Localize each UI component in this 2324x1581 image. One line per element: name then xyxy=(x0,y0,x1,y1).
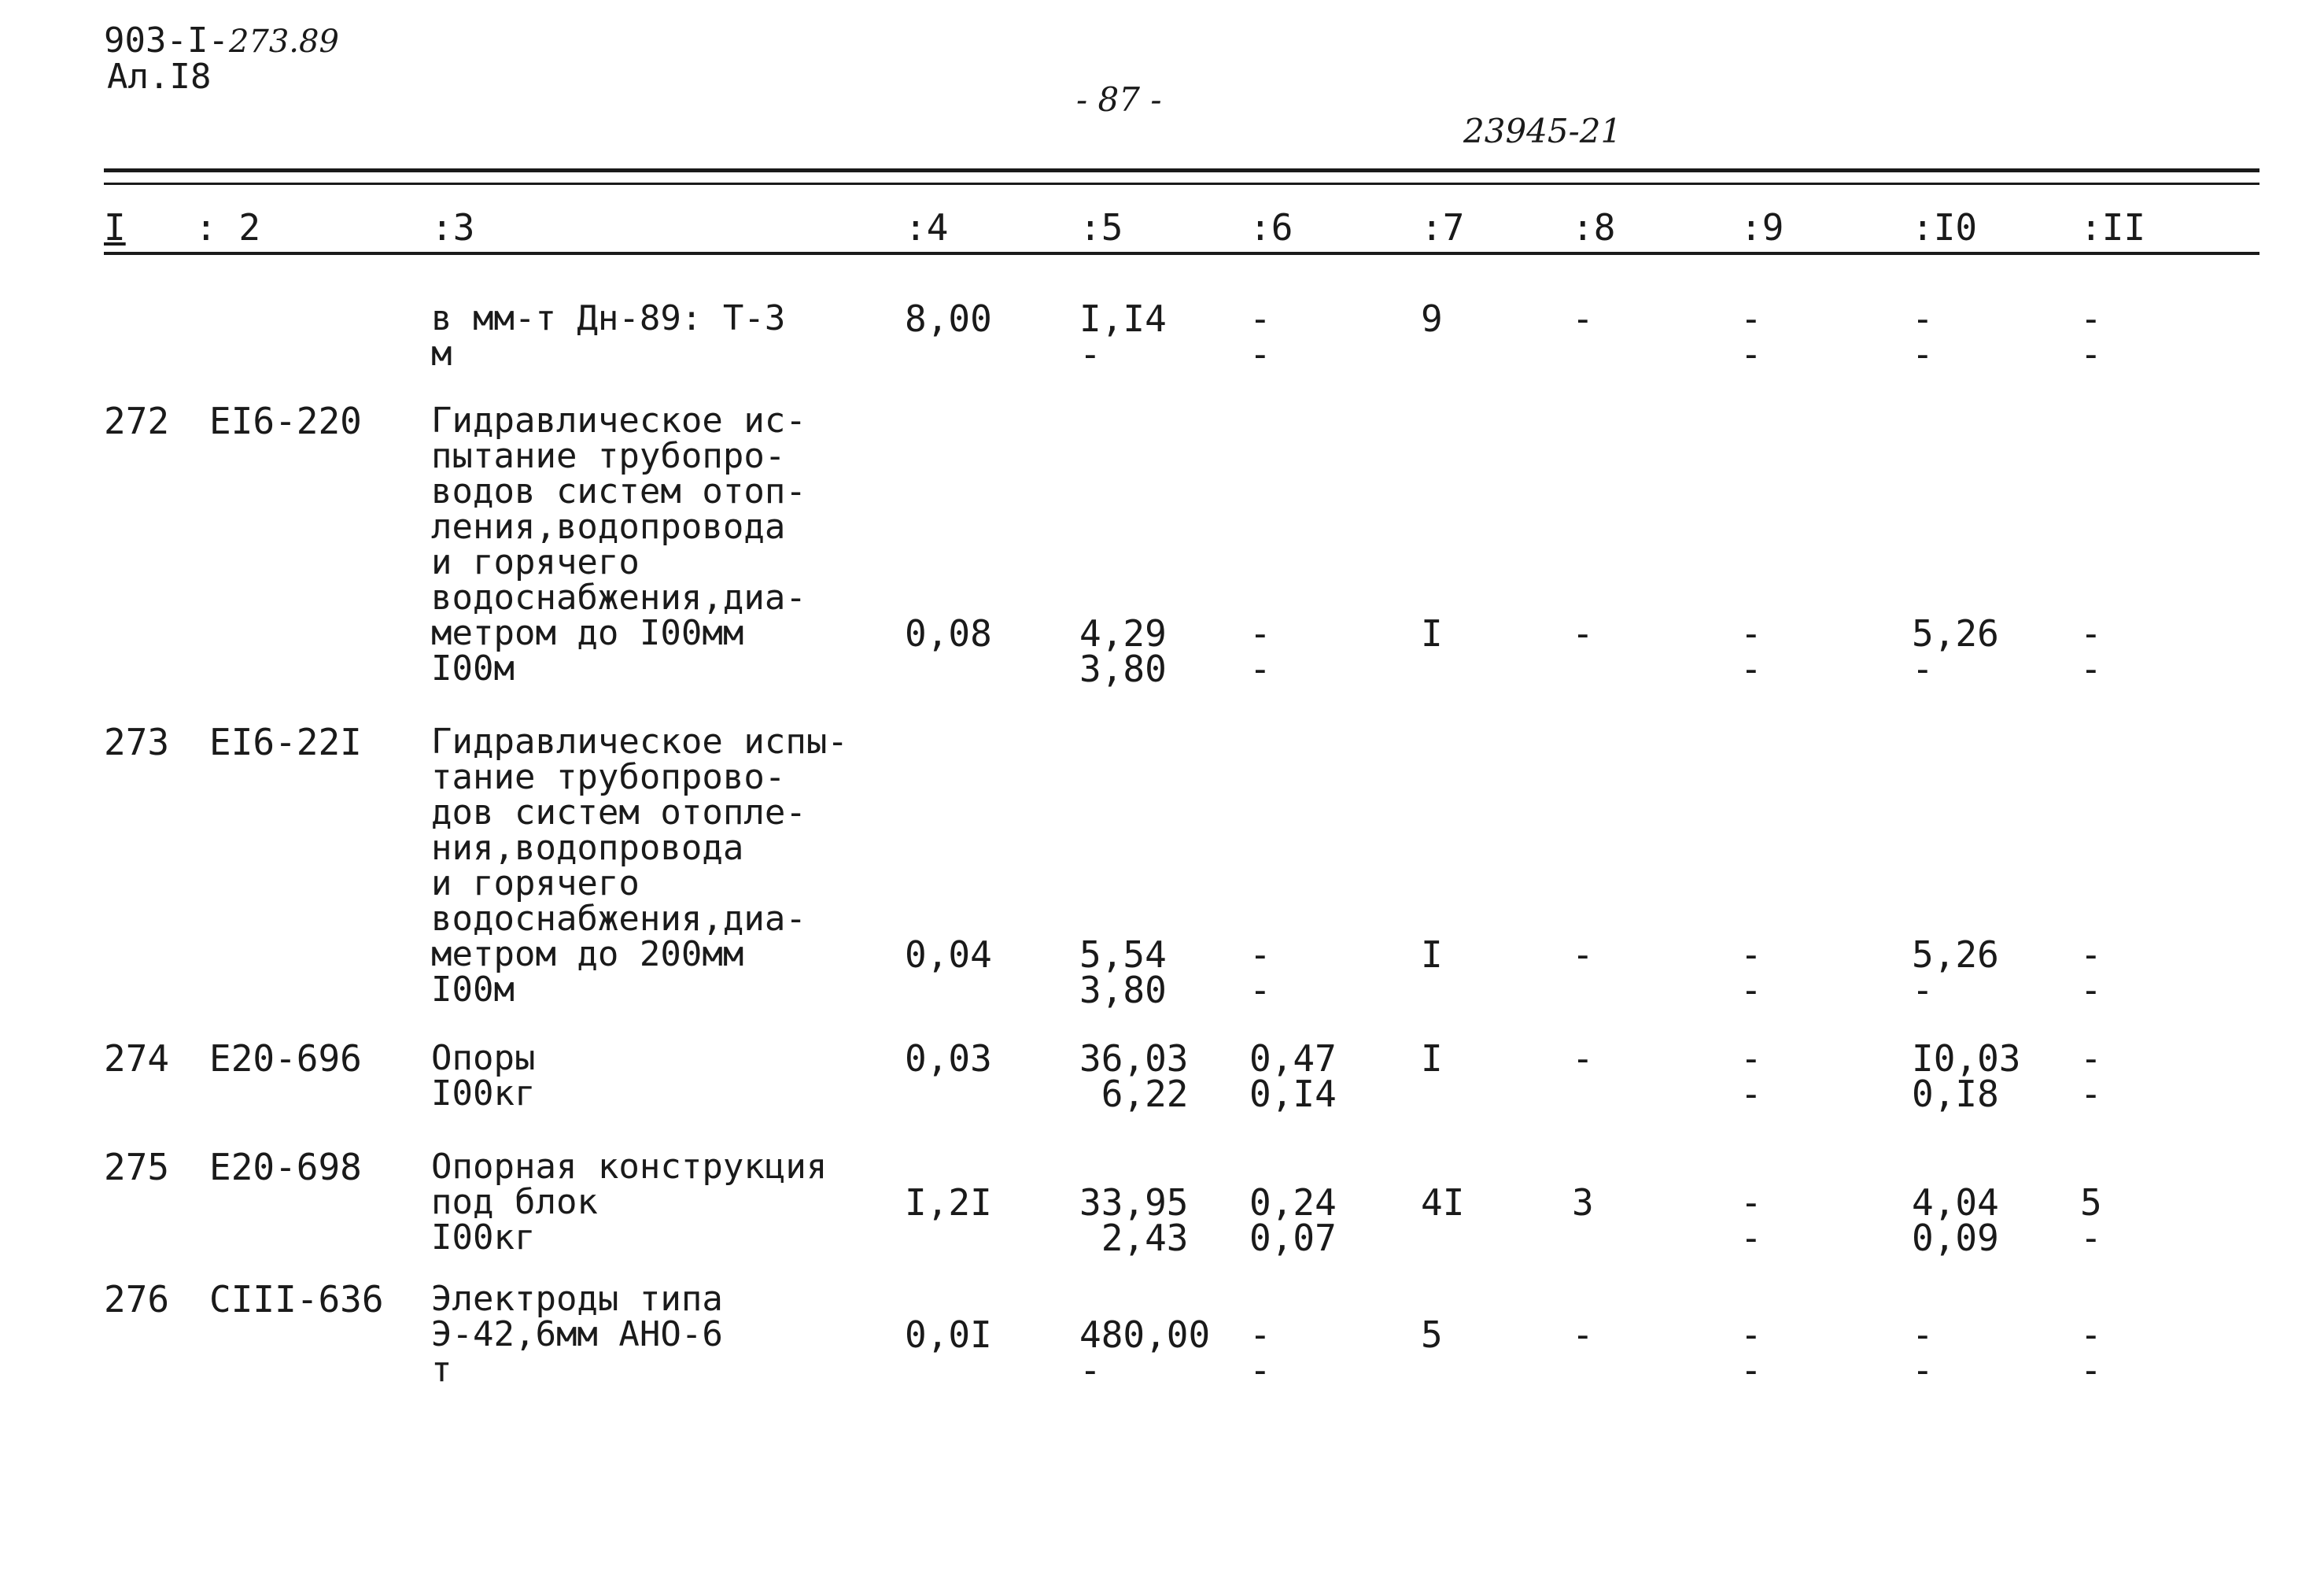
quantity: 0,0I xyxy=(905,1313,992,1356)
work-description-line: I00м xyxy=(431,970,515,1010)
work-description-line: ления,водопровода xyxy=(431,507,786,547)
column-header-2: : 2 xyxy=(195,206,261,249)
work-description-line: и горячего xyxy=(431,863,640,903)
cost-value-c5: 3,80 xyxy=(1079,969,1167,1011)
cost-value-c9: - xyxy=(1740,1313,1762,1356)
quantity: 0,03 xyxy=(905,1037,992,1080)
value-c8: - xyxy=(1572,612,1594,655)
cost-value-c11: - xyxy=(2080,1313,2102,1356)
cost-value-c9: - xyxy=(1740,612,1762,655)
document-code-handwritten: 273.89 xyxy=(228,24,339,60)
work-description-line: Электроды типа xyxy=(431,1279,723,1319)
rate-code: EI6-22I xyxy=(209,721,362,763)
value-c8: 3 xyxy=(1572,1181,1594,1224)
cost-value-c5: - xyxy=(1079,1349,1101,1391)
cost-value-c9: - xyxy=(1740,648,1762,690)
cost-value-c10: 5,26 xyxy=(1912,933,1999,976)
column-header-11: :II xyxy=(2080,206,2146,249)
cost-value-c10: - xyxy=(1912,969,1934,1011)
row-number: 275 xyxy=(104,1146,170,1188)
value-c8: - xyxy=(1572,297,1594,340)
value-c8: - xyxy=(1572,1313,1594,1356)
cost-value-c5: - xyxy=(1079,333,1101,375)
work-description-line: Опоры xyxy=(431,1038,536,1078)
value-c8: - xyxy=(1572,1037,1594,1080)
cost-value-c9: - xyxy=(1740,969,1762,1011)
inventory-number: 23945-21 xyxy=(1463,112,1622,150)
cost-value-c11: - xyxy=(2080,612,2102,655)
header-bottom-rule xyxy=(104,252,2259,255)
top-rule-thin xyxy=(104,183,2259,185)
cost-value-c11: - xyxy=(2080,297,2102,340)
cost-value-c5: 480,00 xyxy=(1079,1313,1211,1356)
rate-code: CIII-636 xyxy=(209,1278,384,1321)
cost-value-c10: - xyxy=(1912,1313,1934,1356)
work-description-line: Э-42,6мм АНО-6 xyxy=(431,1314,723,1354)
work-description-line: водоснабжения,диа- xyxy=(431,578,806,618)
top-rule xyxy=(104,168,2259,172)
quantity: 0,08 xyxy=(905,612,992,655)
work-description-line: Опорная конструкция xyxy=(431,1147,828,1187)
quantity: I,2I xyxy=(905,1181,992,1224)
cost-value-c10: 4,04 xyxy=(1912,1181,1999,1224)
cost-value-c9: - xyxy=(1740,1037,1762,1080)
cost-value-c11: - xyxy=(2080,969,2102,1011)
work-description-line: метром до 200мм xyxy=(431,934,744,974)
cost-value-c6: 0,47 xyxy=(1249,1037,1337,1080)
rate-code: E20-698 xyxy=(209,1146,362,1188)
document-code xyxy=(104,20,339,61)
column-header-3: :3 xyxy=(431,206,475,249)
cost-value-c10: I0,03 xyxy=(1912,1037,2021,1080)
cost-value-c10: 0,09 xyxy=(1912,1217,1999,1259)
rate-code: EI6-220 xyxy=(209,400,362,442)
cost-value-c5: 2,43 xyxy=(1079,1217,1189,1259)
column-header-8: :8 xyxy=(1572,206,1616,249)
column-header-7: :7 xyxy=(1421,206,1465,249)
value-c7: I xyxy=(1421,612,1443,655)
cost-value-c11: - xyxy=(2080,1073,2102,1115)
cost-value-c6: - xyxy=(1249,969,1271,1011)
value-c7: 5 xyxy=(1421,1313,1443,1356)
cost-value-c5: 33,95 xyxy=(1079,1181,1189,1224)
value-c7: I xyxy=(1421,933,1443,976)
work-description-line: тание трубопрово- xyxy=(431,757,786,797)
cost-value-c6: - xyxy=(1249,648,1271,690)
work-description-line: под блок xyxy=(431,1182,598,1222)
cost-value-c10: - xyxy=(1912,297,1934,340)
work-description-line: I00м xyxy=(431,648,515,689)
row-number: 273 xyxy=(104,721,170,763)
cost-value-c9: - xyxy=(1740,1217,1762,1259)
cost-value-c9: - xyxy=(1740,1181,1762,1224)
work-description-line: т xyxy=(431,1350,452,1390)
cost-value-c6: 0,24 xyxy=(1249,1181,1337,1224)
cost-value-c9: - xyxy=(1740,333,1762,375)
cost-value-c11: - xyxy=(2080,1217,2102,1259)
cost-value-c10: 5,26 xyxy=(1912,612,1999,655)
cost-value-c5: 5,54 xyxy=(1079,933,1167,976)
column-header-6: :6 xyxy=(1249,206,1293,249)
rate-code: E20-696 xyxy=(209,1037,362,1080)
cost-value-c11: - xyxy=(2080,648,2102,690)
work-description-line: и горячего xyxy=(431,542,640,582)
column-header-5: :5 xyxy=(1079,206,1123,249)
cost-value-c9: - xyxy=(1740,1073,1762,1115)
cost-value-c10: - xyxy=(1912,1349,1934,1391)
cost-value-c6: - xyxy=(1249,333,1271,375)
cost-value-c10: - xyxy=(1912,648,1934,690)
work-description-line: I00кг xyxy=(431,1217,536,1258)
document-code-printed: 903-I- xyxy=(104,20,229,61)
cost-value-c10: - xyxy=(1912,333,1934,375)
column-header-9: :9 xyxy=(1740,206,1784,249)
cost-value-c11: - xyxy=(2080,1037,2102,1080)
cost-value-c6: - xyxy=(1249,933,1271,976)
value-c7: 4I xyxy=(1421,1181,1465,1224)
column-header-1: I xyxy=(104,206,126,249)
album-number: Ал.I8 xyxy=(107,57,212,97)
work-description-line: дов систем отопле- xyxy=(431,792,806,833)
quantity: 8,00 xyxy=(905,297,992,340)
cost-value-c6: - xyxy=(1249,297,1271,340)
cost-value-c9: - xyxy=(1740,933,1762,976)
row-number: 276 xyxy=(104,1278,170,1321)
work-description-line: Гидравлическое ис- xyxy=(431,401,806,441)
cost-value-c9: - xyxy=(1740,1349,1762,1391)
column-header-4: :4 xyxy=(905,206,949,249)
cost-value-c6: - xyxy=(1249,1313,1271,1356)
work-description-line: I00кг xyxy=(431,1073,536,1114)
work-description-line: водов систем отоп- xyxy=(431,471,806,512)
value-c7: 9 xyxy=(1421,297,1443,340)
cost-value-c9: - xyxy=(1740,297,1762,340)
value-c7: I xyxy=(1421,1037,1443,1080)
work-description-line: Гидравлическое испы- xyxy=(431,722,848,762)
cost-value-c11: - xyxy=(2080,1349,2102,1391)
row-number: 274 xyxy=(104,1037,170,1080)
work-description-line: ния,водопровода xyxy=(431,828,744,868)
cost-value-c11: 5 xyxy=(2080,1181,2102,1224)
cost-value-c5: 36,03 xyxy=(1079,1037,1189,1080)
page-number: - 87 - xyxy=(1076,80,1162,119)
row-number: 272 xyxy=(104,400,170,442)
work-description-line: пытание трубопро- xyxy=(431,436,786,476)
cost-value-c5: 3,80 xyxy=(1079,648,1167,690)
work-description-line: в мм-т Дн-89: Т-3 xyxy=(431,298,786,338)
work-description-line: м xyxy=(431,334,452,374)
cost-value-c6: - xyxy=(1249,612,1271,655)
cost-value-c10: 0,I8 xyxy=(1912,1073,1999,1115)
cost-value-c5: I,I4 xyxy=(1079,297,1167,340)
cost-value-c6: - xyxy=(1249,1349,1271,1391)
cost-value-c6: 0,07 xyxy=(1249,1217,1337,1259)
work-description-line: водоснабжения,диа- xyxy=(431,899,806,939)
cost-value-c6: 0,I4 xyxy=(1249,1073,1337,1115)
cost-value-c5: 4,29 xyxy=(1079,612,1167,655)
work-description-line: метром до I00мм xyxy=(431,613,744,653)
value-c8: - xyxy=(1572,933,1594,976)
cost-value-c5: 6,22 xyxy=(1079,1073,1189,1115)
column-header-10: :I0 xyxy=(1912,206,1978,249)
cost-value-c11: - xyxy=(2080,333,2102,375)
quantity: 0,04 xyxy=(905,933,992,976)
cost-value-c11: - xyxy=(2080,933,2102,976)
